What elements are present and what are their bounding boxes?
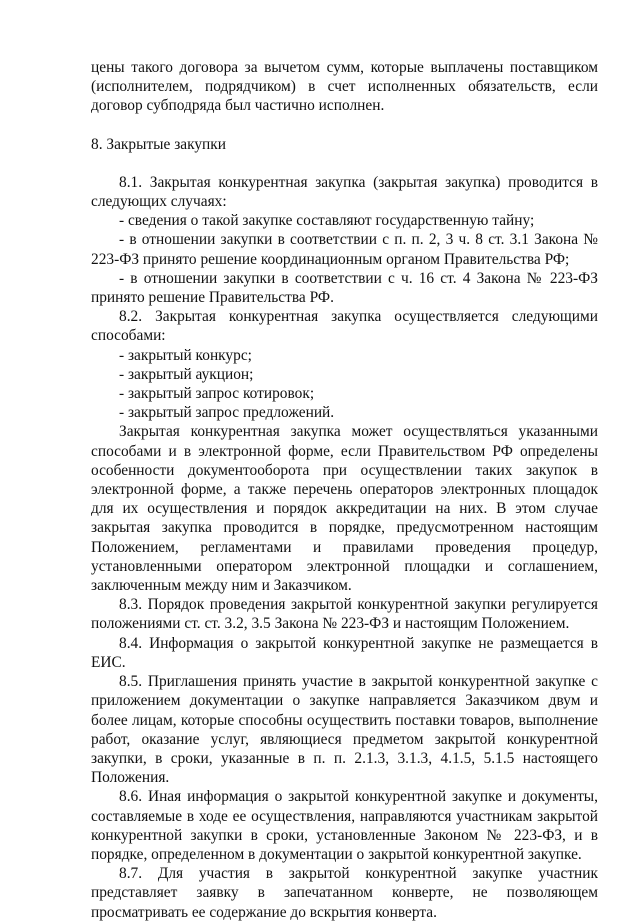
paragraph-8-4: 8.4. Информация о закрытой конкурентной закупке не размещается в ЕИС. <box>91 634 598 671</box>
list-item-government-decision: - в отношении закупки в соответствии с ч. 16 ст. 4 Закона № 223-ФЗ принято решение Правительства РФ. <box>91 269 598 307</box>
list-item-state-secret: - сведения о такой закупке составляют государственную тайну; <box>119 212 535 230</box>
paragraph-8-7: 8.7. Для участия в закрытой конкурентной закупке участник представляет заявку в запечатанном конверте, не позволяющем просматривать ее содержание до вскрытия конверта. <box>91 865 598 921</box>
list-item-coordination-body: - в отношении закупки в соответствии с п. п. 2, 3 ч. 8 ст. 3.1 Закона № 223-ФЗ принято решение координационным органом Правительства РФ; <box>91 231 598 268</box>
paragraph-electronic-form: Закрытая конкурентная закупка может осуществляться указанными способами и в электронной форме, если Правительством РФ определены особенности документооборота при осуществлении таких закупок в электронной форме, а также перечень операторов электронных площадок для их осуществления и порядок аккредитации на них. В этом случае закрытая закупка проводится в порядке, предусмотренном настоящим Положением, регламентами и правилами проведения процедур, установленными оператором электронной площадки и соглашением, заключенным между ним и Заказчиком. <box>91 423 598 595</box>
list-item-closed-quotation: - закрытый запрос котировок; <box>119 385 315 403</box>
section-title: 8. Закрытые закупки <box>91 135 227 153</box>
list-item-closed-proposals: - закрытый запрос предложений. <box>119 404 335 422</box>
paragraph-8-2: 8.2. Закрытая конкурентная закупка осуществляется следующими способами: <box>91 308 598 345</box>
list-item-closed-auction: - закрытый аукцион; <box>119 365 254 383</box>
document-page <box>91 58 598 922</box>
paragraph-8-6: 8.6. Иная информация о закрытой конкурентной закупке и документы, составляемые в ходе ее осуществления, направляются участникам закрытой конкурентной закупки в сроки, установленные Законом № 223-ФЗ, и в порядке, определенном в документации о закрытой конкурентной закупке. <box>91 788 598 863</box>
intro-paragraph: цены такого договора за вычетом сумм, которые выплачены поставщиком (исполнителем, подрядчиком) в счет исполненных обязательств, если договор субподряда был частично исполнен. <box>91 59 598 115</box>
list-item-closed-tender: - закрытый конкурс; <box>119 346 252 364</box>
paragraph-8-5: 8.5. Приглашения принять участие в закрытой конкурентной закупке с приложением документации о закупке направляется Заказчиком двум и более лицам, которые способны осуществить поставки товаров, выполнение работ, оказание услуг, являющиеся предметом закрытой конкурентной закупки, в сроки, указанные в п. п. 2.1.3, 3.1.3, 4.1.5, 5.1.5 настоящего Положения. <box>91 673 598 787</box>
paragraph-8-3: 8.3. Порядок проведения закрытой конкурентной закупки регулируется положениями ст. ст. 3.2, 3.5 Закона № 223-ФЗ и настоящим Положением. <box>91 596 598 633</box>
paragraph-8-1: 8.1. Закрытая конкурентная закупка (закрытая закупка) проводится в следующих случаях: <box>91 173 598 211</box>
